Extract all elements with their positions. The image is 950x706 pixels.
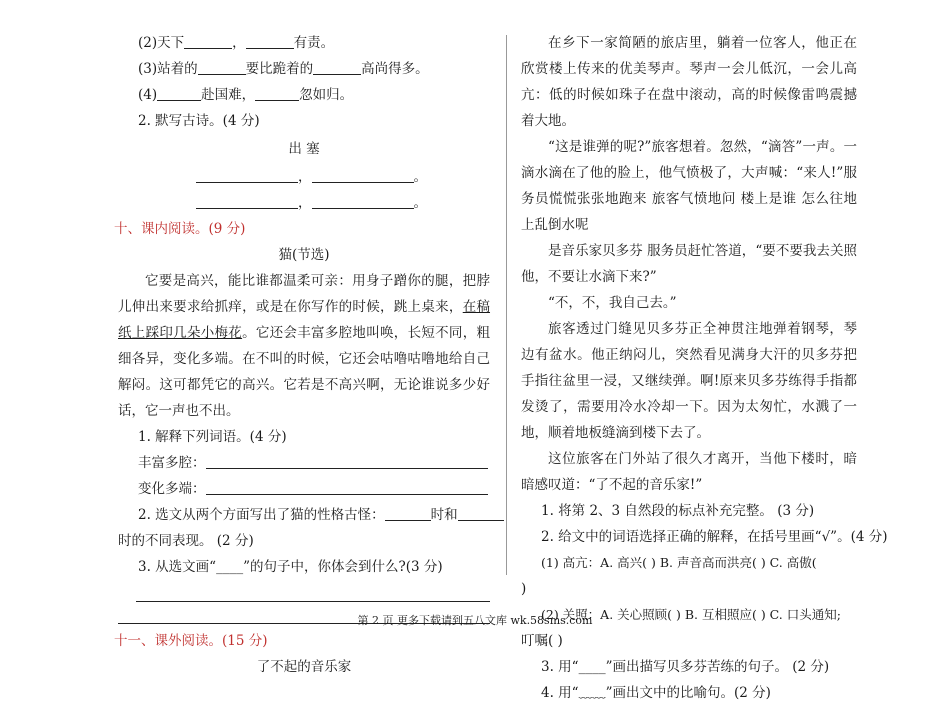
answer-line[interactable] (206, 453, 488, 469)
blank[interactable] (312, 193, 414, 209)
poem-title: 出 塞 (288, 141, 320, 157)
word-2-row: 变化多端： (118, 476, 490, 502)
poem-line-1: ， 。 (118, 164, 490, 190)
story-paragraph-4: “不，不，我自己去。” (548, 295, 677, 311)
story-paragraph-5: 旅客透过门缝见贝多芬正全神贯注地弹着钢琴，琴边有盆水。他正纳闷儿，突然看见满身大汗的贝多芬把手指往盆里一浸，又继续弹。啊!原来贝多芬练得手指都发烫了，需要用冷水冷却一下。因为太匆忙，水溅了一地，顺着地板缝滴到楼下去了。 (521, 321, 857, 441)
question-2-continued: 时的不同表现。 (2 分) (118, 533, 254, 549)
answer-line-1[interactable] (136, 580, 490, 602)
underlined-sentence: 在稿纸上踩印几朵小梅花 (118, 299, 491, 341)
answer-line[interactable] (206, 479, 488, 495)
fill-question-2: (2)天下 ， 有责。 (138, 35, 335, 51)
question-2a: (1) 高亢：A. 高兴( ) B. 声音高而洪亮( ) C. 高傲( (541, 555, 817, 570)
question-1-title: 1. 解释下列词语。(4 分) (138, 429, 287, 445)
question-2: 2. 选文从两个方面写出了猫的性格古怪： 时和 (118, 502, 490, 528)
story-paragraph-3: 是音乐家贝多芬 服务员赶忙答道，“要不要我去关照他，不要让水滴下来?” (521, 243, 857, 285)
page-footer: 第 2 页 更多下载请到五八文库 wk.58sms.com (357, 614, 593, 627)
blank[interactable] (255, 85, 299, 101)
blank[interactable] (385, 505, 431, 521)
blank[interactable] (157, 85, 201, 101)
passage-title: 猫(节选) (278, 247, 330, 263)
passage-paragraph: 它要是高兴，能比谁都温柔可亲：用身子蹭你的腿，把脖儿伸出来要求给抓痒，或是在你写作的时候，跳上桌来，在稿纸上踩印几朵小梅花。它还会丰富多腔地叫唤，长短不同，粗细各异，变化多端。在不叫的时候，它还会咕噜咕噜地给自己解闷。这可都凭它的高兴。它若是不高兴啊，无论谁说多少好话，它一声也不出。 (118, 273, 491, 419)
word-1-row: 丰富多腔： (118, 450, 490, 476)
dictation-question: 2. 默写古诗。(4 分) (138, 113, 260, 129)
blank[interactable] (198, 59, 246, 75)
question-1: 1. 将第 2、3 自然段的标点补充完整。 (3 分) (541, 503, 815, 519)
fill-question-4: (4) 赴国难， 忽如归。 (138, 87, 354, 103)
question-2a-continued: ) (521, 581, 527, 597)
question-2b-continued: 叮嘱( ) (521, 633, 563, 649)
blank[interactable] (458, 505, 504, 521)
blank[interactable] (312, 167, 414, 183)
section-11-title: 十一、课外阅读。(15 分) (114, 633, 268, 649)
blank[interactable] (196, 193, 298, 209)
story-paragraph-2: “这是谁弹的呢?”旅客想着。忽然，“滴答”一声。一滴水滴在了他的脸上，他气愤极了，大声喊：“来人!”服务员慌慌张张地跑来 旅客气愤地问 楼上是谁 怎么往地上乱倒水呢 (521, 139, 857, 233)
blank[interactable] (313, 59, 361, 75)
question-3: 3. 用“____”画出描写贝多芬苦练的句子。 (2 分) (541, 659, 830, 675)
blank[interactable] (184, 33, 232, 49)
section-10-title: 十、课内阅读。(9 分) (114, 221, 246, 237)
question-3-title: 3. 从选文画“____”的句子中，你体会到什么?(3 分) (138, 559, 443, 575)
question-2: 2. 给文中的词语选择正确的解释，在括号里画“√”。(4 分) (541, 529, 888, 545)
story-paragraph-1: 在乡下一家简陋的旅店里，躺着一位客人，他正在欣赏楼上传来的优美琴声。琴声一会儿低沉，一会儿高亢：低的时候如珠子在盘中滚动，高的时候像雷鸣震撼着大地。 (521, 35, 857, 129)
question-4: 4. 用“﹏﹏”画出文中的比喻句。(2 分) (541, 685, 771, 701)
blank[interactable] (246, 33, 294, 49)
left-column (114, 30, 491, 680)
poem-line-2: ， 。 (118, 190, 490, 216)
question-2b: (2) 关照：A. 关心照顾( ) B. 互相照应( ) C. 口头通知; (541, 607, 841, 622)
fill-question-3: (3)站着的 要比跪着的 高尚得多。 (138, 61, 429, 77)
right-column (521, 30, 888, 706)
story-paragraph-6: 这位旅客在门外站了很久才离开，当他下楼时，暗暗感叹道：“了不起的音乐家!” (521, 451, 857, 493)
blank[interactable] (196, 167, 298, 183)
story-title: 了不起的音乐家 (256, 659, 352, 675)
column-divider (506, 35, 507, 575)
